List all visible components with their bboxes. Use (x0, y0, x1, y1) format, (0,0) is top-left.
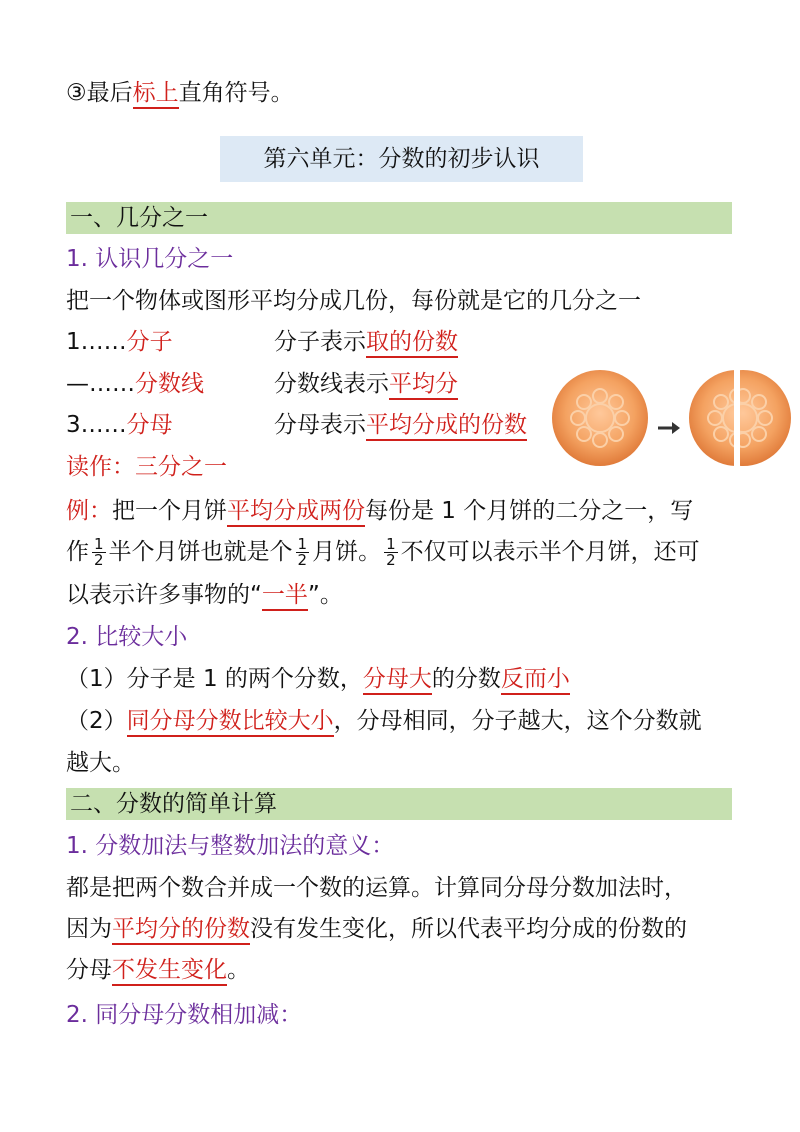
mooncake-icon (552, 370, 648, 466)
top-line: ③最后标上直角符号。 (66, 78, 294, 108)
mooncake-illustration (548, 366, 800, 470)
subsection-title-2-2: 2. 同分母分数相加减： (66, 1002, 303, 1028)
definition-text: 把一个物体或图形平均分成几份，每份就是它的几分之一 (66, 288, 641, 314)
subsection-title-2-1: 1. 分数加法与整数加法的意义： (66, 833, 395, 859)
fraction-one-half: $\frac{1}{2}$ (386, 535, 396, 569)
part-desc-numerator: 分子表示取的份数 (274, 327, 458, 357)
fraction-one-half: $\frac{1}{2}$ (94, 535, 104, 569)
part-row-numerator: 1……分子 (66, 329, 173, 355)
subsection-title-1-2: 2. 比较大小 (66, 624, 188, 650)
part-row-denominator: 3……分母 (66, 412, 173, 438)
addition-meaning-line-1: 都是把两个数合并成一个数的运算。计算同分母分数加法时， (66, 875, 687, 901)
section-header-2: 二、分数的简单计算 (66, 788, 732, 820)
example-line-3: 以表示许多事物的“一半”。 (66, 580, 343, 610)
section-header-1: 一、几分之一 (66, 202, 732, 234)
example-line-1: 例：把一个月饼平均分成两份每份是 1 个月饼的二分之一，写 (66, 496, 693, 526)
part-desc-denominator: 分母表示平均分成的份数 (274, 410, 527, 440)
addition-meaning-line-3: 分母不发生变化。 (66, 955, 250, 985)
compare-item-2: （2）同分母分数比较大小，分母相同，分子越大，这个分数就 (66, 706, 702, 736)
part-desc-fraction-bar: 分数线表示平均分 (274, 369, 458, 399)
unit-title: 第六单元：分数的初步认识 (220, 136, 583, 182)
subsection-title-1-1: 1. 认识几分之一 (66, 246, 234, 272)
addition-meaning-line-2: 因为平均分的份数没有发生变化，所以代表平均分成的份数的 (66, 914, 687, 944)
compare-item-2-continued: 越大。 (66, 750, 135, 776)
part-row-fraction-bar: —……分数线 (66, 371, 204, 397)
compare-item-1: （1）分子是 1 的两个分数，分母大的分数反而小 (66, 664, 570, 694)
fraction-one-half: $\frac{1}{2}$ (297, 535, 308, 569)
mooncake-halves-icon (689, 370, 791, 466)
arrow-right-icon (658, 422, 680, 434)
example-line-2: 作 $\frac{1}{2}$ 半个月饼也就是个 $\frac{1}{2}$ 月饼。 $\frac{1}{2}$ 不仅可以表示半个月饼，还可 (66, 535, 700, 569)
reading-text: 读作：三分之一 (66, 454, 227, 480)
